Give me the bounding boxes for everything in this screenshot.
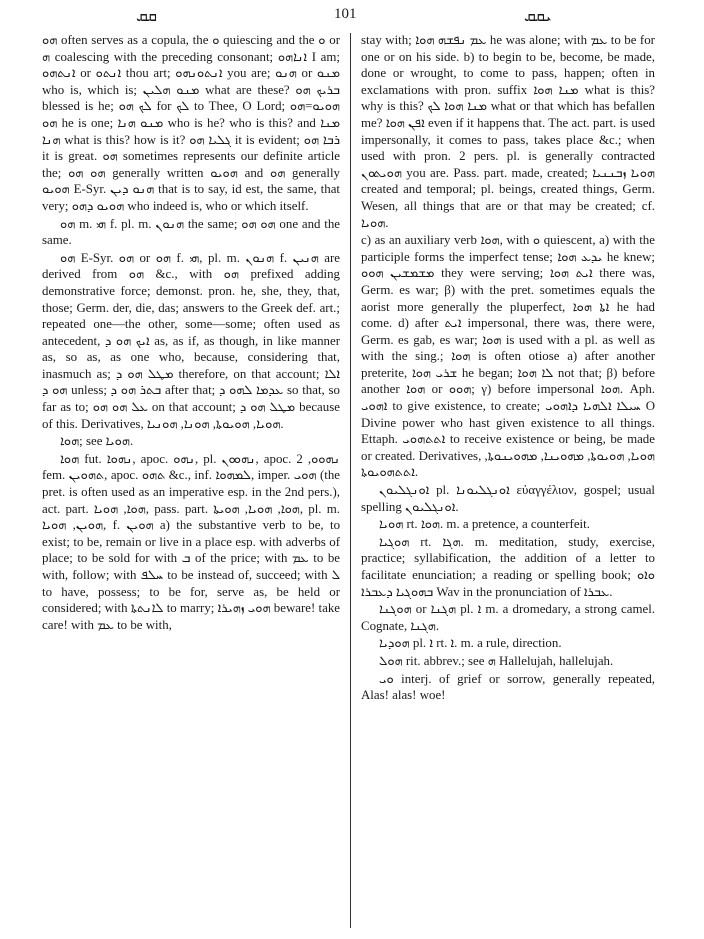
left-column xyxy=(42,32,340,633)
entry-hwa-verb: ܗܘܐ fut. ܢܗܘܐ, apoc. ܢܗܘ, pl. ܢܗܘܘܢ, apoc. ܢܗܘܘ, 2 fem. ܬܗܘܝܢ, apoc. ܬܗܘ &c., inf. ܠܡܗܘܐ, imper. ܗܘܝ (the pret. is often used as an imperative esp. in the 2nd pers.), act. part. ܗܘܐ, ܗܘܝܐ, pass. part. ܗܘܐ, ܗܘܝܐ, ܗܘܝܬܐ, pl. m. ܗܘܝܢ, ܗܘܝܐ, f. ܗܘܝܢ a) the substantive verb to be, to exist; to be, remain or live in a place esp. with adverbs of place; to be sold for with ܒ of the price; with ܥܡ to be with, follow; with ܚܠܦ to be instead of, succeed; with ܠ to have, possess; to be for, serve as, be held or considered; with ܠܐܢܬܬܐ to marry; ܗܘܝ ܙܗܝܪܐ beware! take care! with ܥܡ to be with, xyxy=(42,451,341,632)
right-column xyxy=(361,32,655,704)
entry-hu-copula: ܗܘ often serves as a copula, the ܘ quiescing and the ܘ or ܗ coalescing with the preceding consonant; ܐܢܐܗܘ I am; ܐܢܬܗܘ or ܐܢܬܘ thou art; ܐܢܬܘܢܗܘ you are; ܗܢܘ or ܡܢܘ who is, which is; ܡܢܘ ܗܠܝܢ what are these? ܒܪܝܟ ܗܘ blessed is he; ܠܟ ܗܘ for ܠܟ to Thee, O Lord; ܗܘܝܘ=ܗܘ ܗܘ he is one; ܡܢܘ ܗܢܐ who is he? who is this? and ܡܢܐ ܗܢܐ what is this? how is it? ܓܠܝܐ ܗܘ it is evident; ܪܒܐ ܗܘ it is great. ܗܘ sometimes represents our definite article the; ܗܘ ܗܘ generally written ܗܘܝܘ and ܗܘ generally ܗܘܝܘ E-Syr. ܗܢܘ ܕܝܢ that is to say, id est, the same, that very; ܗܘܝܘ ܕܗܘ who indeed is, who or which itself. xyxy=(42,33,341,213)
page-number: 101 xyxy=(334,6,357,22)
entry-hawya-see: ܗܘܐ; see ܗܘܝܐ. xyxy=(60,434,134,449)
entry-hwa-continued: stay with; ܥܡ ܢܦܫܗ ܗܘܐ he was alone; with ܥܡ to be for one or on his side. b) to begin to be, become, be made, done or wrought, to come to pass, happen; often in exclamations with pron. suffix ܡܢܐ ܗܘܐ what is this? why is this? ܡܢܐ ܗܘܐ ܠܟ what or that which has befallen me? ܐܦܢ ܗܘܐ even if it happens that. The act. part. is used impersonally, it comes to pass, takes place &c.; when used with pron. 2 pers. pl. is generally contracted ܗܘܝܬܘܢ you are. Pass. part. made, created; ܗܘܝܐ ܙܒܢܢܝܐ created and temporal; pl. beings, created things, Germ. Wesen, all things that are or that may be created; cf. ܗܘܝܐ. xyxy=(361,33,656,230)
page-header xyxy=(0,6,704,26)
right-folio: ܝܩܩ xyxy=(524,6,552,25)
entry-hu-demonstrative: ܗܘ E-Syr. ܗܘ or ܗܘ f. ܗܝ, pl. m. ܗܢܘܢ f. ܗܢܝܢ are derived from ܗܘ &c., with ܗܘ prefixed adding demonstrative force; demonst. pron. he, she, they, that, those; Germ. der, die, das; answers to the Greek def. art.; repeated one—the other, some—some; often used as antecedent, ܐܝܟ ܗܘ ܕ as, as if, as though, in like manner as, so as, as one who, because, considering that, inasmuch as; ܡܛܠ ܗܘ ܕ therefore, on that account; ܐܠܐ ܗܘ ܕ unless; ܒܬܪ ܗܘ ܕ after that; ܥܕܡܐ ܠܗܘ ܕ so that, so far as to; ܥܠ ܗܘ ܗܘ on that account; ܡܛܠ ܗܘ ܕ because of this. Derivatives, ܗܘܝܐ, ܗܘܝܘܬܐ, ܗܘܢܐ, ܗܘܢܝܐ. xyxy=(42,250,341,431)
entry-hallelujah: ܗܘܠ rit. abbrev.; see ܗ Hallelujah, hallelujah. xyxy=(379,653,614,668)
entry-dromedary: ܗܘܓܢܐ or ܗܓܢܐ pl. ܐ m. a dromedary, a strong camel. Cognate, ܗܓܢܐ. xyxy=(361,602,655,633)
entry-meditation: ܗܘܓܝܐ rt. ܗܓܐ. m. meditation, study, exercise, practice; syllabification, the addition of a letter to facilitate enunciation; a reading or spelling book; ܘܐܘ ܒܗܘܓܝܐ ܕܥܒܪܐ Wav in the pronunciation of ܥܒܪܐ. xyxy=(361,534,655,599)
entry-rule: ܗܘܕܝܐ pl. ܐ rt. ܐ. m. a rule, direction. xyxy=(379,636,562,651)
column-divider xyxy=(350,33,351,928)
entry-evangelion: ܐܘܢܓܠܝܘܢ pl. ܐܘܢܓܠܝܘܢܐ εὐαγγέλιον, gospel; usual spelling ܐܘܢܓܠܝܘܢ. xyxy=(361,483,655,514)
left-folio: ܩܩ xyxy=(136,6,157,25)
entry-hu-same: ܗܘ m. ܗܝ f. pl. m. ܗܢܘܢ the same; ܗܘ ܗܘ one and the same. xyxy=(42,216,341,248)
entry-hwa-auxiliary: c) as an auxiliary verb ܗܘܐ, with ܘ quiescent, a) with the participle forms the imperfect tense; ܝܕܥ ܗܘܐ he knew; ܡܫܡܫܝܢ ܗܘܘ they were serving; ܐܝܬ ܗܘܐ there was, Germ. es war; β) with the pret. sometimes equals the aorist more generally the pluperfect, ܐܬܐ ܗܘܐ he had come. d) after ܐܝܬ impersonal, there was, there were, Germ. es gab, es war; ܗܘܐ is used with a pl. as well as with the sing.; ܗܘܐ is often otiose a) after another preterite, ܫܪܝ ܗܘܐ he began; ܠܐ ܗܘܐ not that; β) before another ܗܘܐ or ܗܘܘ; γ) before impersonal ܗܘܐ. Aph. ܐܗܘܝ to give existence, to create; ܚܝܠܐ ܐܠܗܝܐ ܕܐܗܘܝ O Divine power who hast given existence to all things. Ettaph. ܐܬܬܗܘܝ to receive existence or being, be made or created. Derivatives, ܗܘܝܐ, ܗܘܝܘܬܐ, ܡܗܘܝܢܐ, ܡܗܘܝܢܘܬܐ, ܐܬܬܗܘܝܘܬܐ. xyxy=(361,233,656,480)
entry-pretence: ܗܘܝܐ rt. ܗܘܐ. m. a pretence, a counterfeit. xyxy=(379,517,590,532)
entry-alas: ܘܝ interj. of grief or sorrow, generally repeated, Alas! alas! woe! xyxy=(361,671,655,703)
